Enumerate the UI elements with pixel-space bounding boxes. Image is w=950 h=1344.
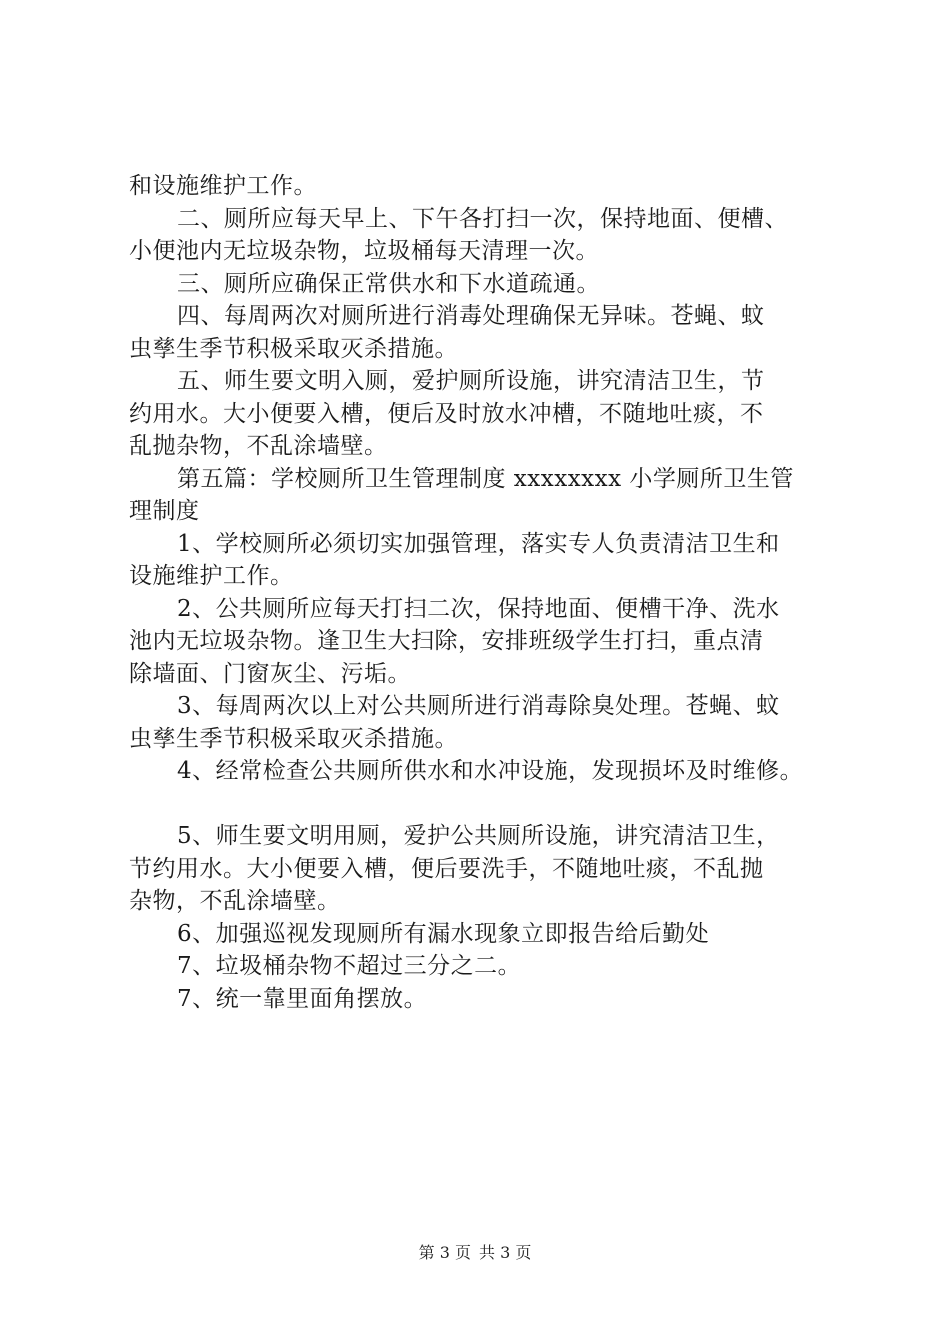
text-line: 7、统一靠里面角摆放。 <box>177 985 428 1012</box>
page-number: 第 3 页 <box>418 1243 471 1262</box>
text-line: 和设施维护工作。 <box>129 173 317 199</box>
text-line: 池内无垃圾杂物。逢卫生大扫除，安排班级学生打扫，重点清 <box>129 628 764 654</box>
text-line: 四、每周两次对厕所进行消毒处理确保无异味。苍蝇、蚊 <box>177 303 765 329</box>
text-line: 除墙面、门窗灰尘、污垢。 <box>129 660 411 687</box>
text-line: 乱抛杂物，不乱涂墙壁。 <box>129 433 388 459</box>
text-line: 6、加强巡视发现厕所有漏水现象立即报告给后勤处 <box>177 920 710 947</box>
page-footer <box>0 1243 950 1263</box>
text-line: 二、厕所应每天早上、下午各打扫一次，保持地面、便槽、 <box>177 205 788 232</box>
text-line: 3、每周两次以上对公共厕所进行消毒除臭处理。苍蝇、蚊 <box>177 693 780 719</box>
text-line: 虫孳生季节积极采取灭杀措施。 <box>129 725 458 752</box>
text-line: 2、公共厕所应每天打扫二次，保持地面、便槽干净、洗水 <box>177 595 780 622</box>
text-line: 5、师生要文明用厕，爱护公共厕所设施，讲究清洁卫生， <box>177 823 780 849</box>
text-line: 7、垃圾桶杂物不超过三分之二。 <box>177 953 522 979</box>
text-line: 约用水。大小便要入槽，便后及时放水冲槽，不随地吐痰，不 <box>129 400 764 427</box>
document-body <box>129 170 844 1015</box>
text-line: 节约用水。大小便要入槽，便后要洗手，不随地吐痰，不乱抛 <box>129 855 764 882</box>
text-line: 1、学校厕所必须切实加强管理，落实专人负责清洁卫生和 <box>177 530 780 557</box>
section-heading: 理制度 <box>129 498 200 524</box>
text-line: 杂物，不乱涂墙壁。 <box>129 888 341 914</box>
text-line: 小便池内无垃圾杂物，垃圾桶每天清理一次。 <box>129 238 599 264</box>
text-line: 4、经常检查公共厕所供水和水冲设施，发现损坏及时维修。 <box>177 758 804 784</box>
text-line: 三、厕所应确保正常供水和下水道疏通。 <box>177 270 600 297</box>
page-total: 共 3 页 <box>479 1243 532 1262</box>
section-heading: 第五篇：学校厕所卫生管理制度 xxxxxxxx 小学厕所卫生管 <box>177 465 794 492</box>
text-line: 五、师生要文明入厕，爱护厕所设施，讲究清洁卫生，节 <box>177 368 765 394</box>
text-line: 虫孳生季节积极采取灭杀措施。 <box>129 335 458 362</box>
text-line: 设施维护工作。 <box>129 563 294 589</box>
blank-line <box>129 788 844 821</box>
